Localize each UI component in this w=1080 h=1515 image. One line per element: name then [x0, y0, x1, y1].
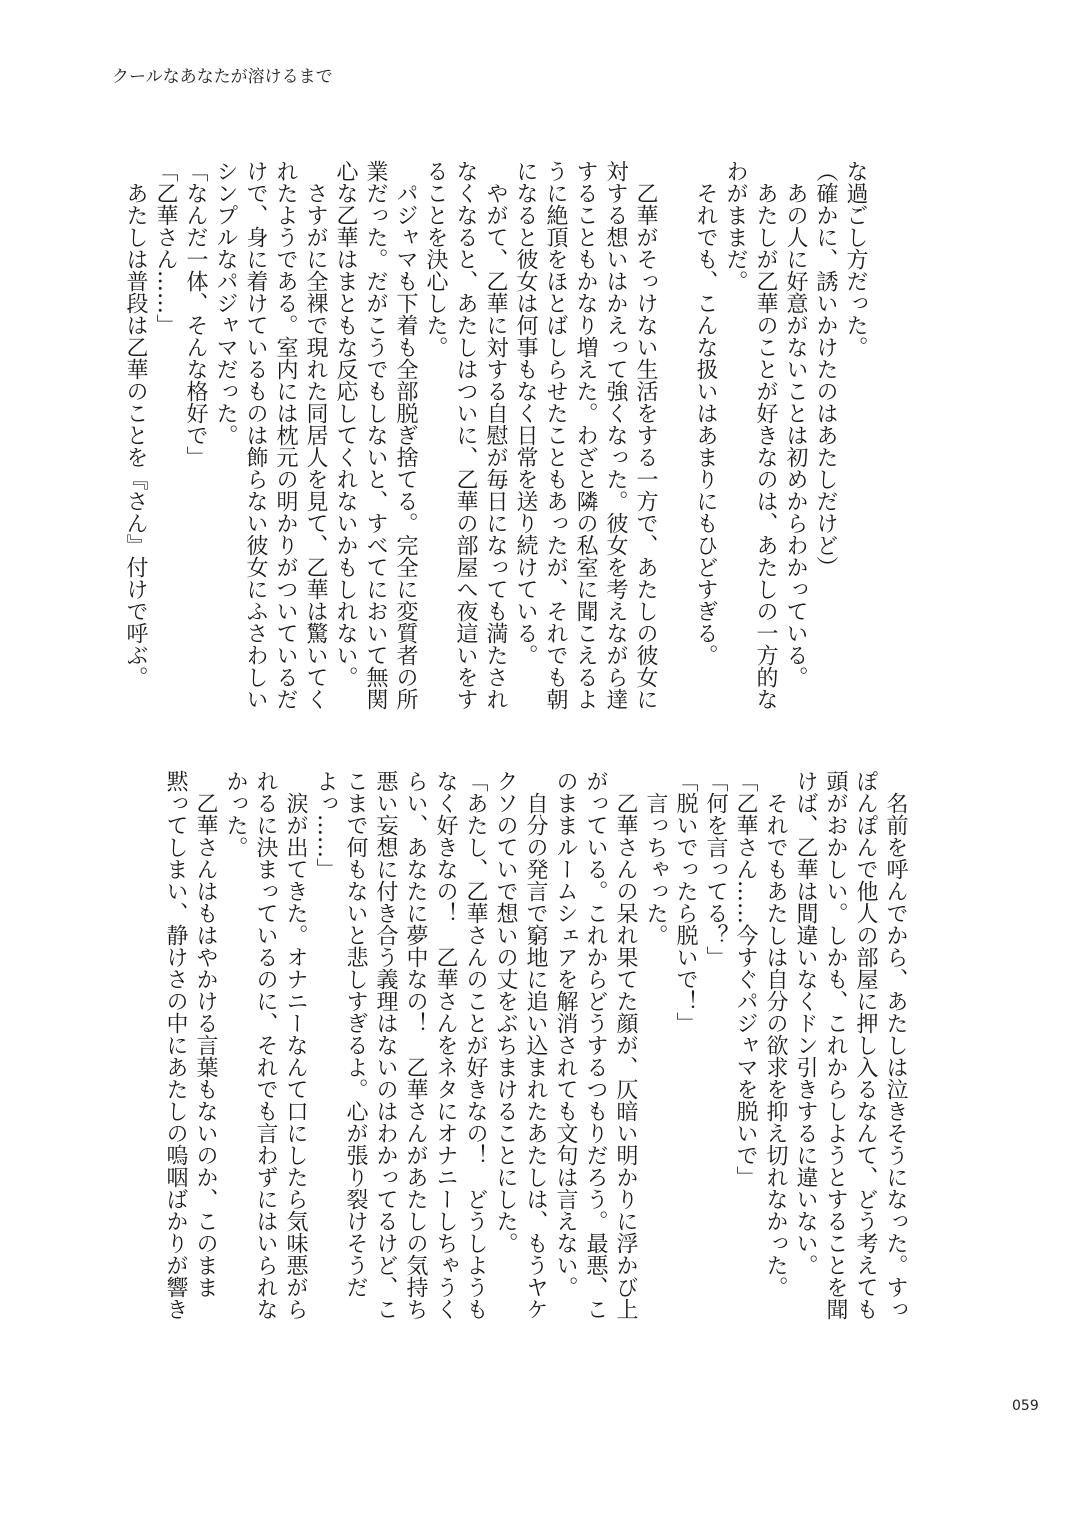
text-column: なくなると、あたしはついに、乙華の部屋へ夜這いをす: [453, 160, 478, 710]
text-column: 対する想いはかえって強くなった。彼女を考えながら達: [603, 160, 628, 710]
text-column: 黙ってしまい、静けさの中にあたしの嗚咽ばかりが響き: [163, 770, 188, 1320]
text-column: 悪い妄想に付き合う義理はないのはわかってるけど、こ: [373, 770, 398, 1320]
text-column: れるに決まっているのに、それでも言わずにはいられな: [253, 770, 278, 1320]
text-column: それでも、こんな扱いはあまりにもひどすぎる。: [693, 160, 718, 666]
text-column: 心な乙華はまともな反応してくれないかもしれない。: [333, 160, 358, 688]
text-column: （確かに、誘いかけたのはあたしだけど）: [813, 160, 838, 578]
text-column: クソのていで想いの丈をぶちまけることにした。: [493, 770, 518, 1254]
text-column: 乙華がそっけない生活をする一方で、あたしの彼女に: [633, 160, 658, 710]
text-column: 「あたし、乙華さんのことが好きなの！ どうしようも: [463, 770, 488, 1320]
text-column: 乙華さんはもはやかける言葉もないのか、このまま: [193, 770, 218, 1298]
text-column: することもかなり増えた。わざと隣の私室に聞こえるよ: [573, 160, 598, 710]
text-column: がっている。これからどうするつもりだろう。最悪、こ: [583, 770, 608, 1320]
text-column: わがままだ。: [723, 160, 748, 292]
text-column: な過ごし方だった。: [843, 160, 868, 358]
text-column: あたしは普段は乙華のことを『さん』付けで呼ぶ。: [123, 160, 148, 688]
text-column: シンプルなパジャマだった。: [213, 160, 238, 446]
text-column: 「なんだ一体、そんな格好で」: [183, 160, 208, 468]
text-column: ぽんぽんで他人の部屋に押し入るなんて、どう考えても: [853, 770, 878, 1320]
text-column: 「乙華さん……今すぐパジャマを脱いで」: [733, 770, 758, 1188]
text-column: よっ……」: [313, 770, 338, 880]
text-column: れたようである。室内には枕元の明かりがついているだ: [273, 160, 298, 710]
text-column: うに絶頂をほとばしらせたこともあったが、それでも朝: [543, 160, 568, 710]
text-column: あの人に好意がないことは初めからわかっている。: [783, 160, 808, 688]
text-column: かった。: [223, 770, 248, 858]
text-column: やがて、乙華に対する自慰が毎日になっても満たされ: [483, 160, 508, 710]
text-column: さすがに全裸で現れた同居人を見て、乙華は驚いてく: [303, 160, 328, 710]
text-column: のままルームシェアを解消されても文句は言えない。: [553, 770, 578, 1298]
text-column: らい、あなたに夢中なの！ 乙華さんがあたしの気持ち: [403, 770, 428, 1320]
text-column: 乙華さんの呆れ果てた顔が、仄暗い明かりに浮かび上: [613, 770, 638, 1320]
text-column: 業だった。だがこうでもしないと、すべてにおいて無関: [363, 160, 388, 710]
text-column: [660, 160, 690, 710]
running-header-title: クールなあなたが溶けるまで: [112, 67, 333, 87]
text-column: 「脱いでったら脱いで！」: [673, 770, 698, 1034]
text-column: ることを決心した。: [423, 160, 448, 358]
text-column: 涙が出てきた。オナニーなんて口にしたら気味悪がら: [283, 770, 308, 1320]
page-number: 059: [1012, 1398, 1039, 1414]
text-column: こまで何もないと悲しすぎるよ。心が張り裂けそうだ: [343, 770, 368, 1298]
text-column: 「何を言ってる？」: [703, 770, 728, 968]
text-column: になると彼女は何事もなく日常を送り続けている。: [513, 160, 538, 666]
text-column: 頭がおかしい。しかも、これからしようとすることを聞: [823, 770, 848, 1320]
text-column: なく好きなの！ 乙華さんをネタにオナニーしちゃうく: [433, 770, 458, 1320]
text-column: けで、身に着けているものは飾らない彼女にふさわしい: [243, 160, 268, 710]
text-column: 名前を呼んでから、あたしは泣きそうになった。すっ: [883, 770, 908, 1320]
text-column: 言っちゃった。: [643, 770, 668, 946]
text-column: それでもあたしは自分の欲求を抑え切れなかった。: [763, 770, 788, 1298]
text-column: けば、乙華は間違いなくドン引きするに違いない。: [793, 770, 818, 1276]
text-column: あたしが乙華のことが好きなのは、あたしの一方的な: [753, 160, 778, 710]
text-block-top: [120, 160, 870, 710]
text-column: 「乙華さん……」: [153, 160, 178, 336]
text-column: 自分の発言で窮地に追い込まれたあたしは、もうヤケ: [523, 770, 548, 1320]
text-block-bottom: [160, 770, 910, 1320]
text-column: パジャマも下着も全部脱ぎ捨てる。完全に変質者の所: [393, 160, 418, 710]
